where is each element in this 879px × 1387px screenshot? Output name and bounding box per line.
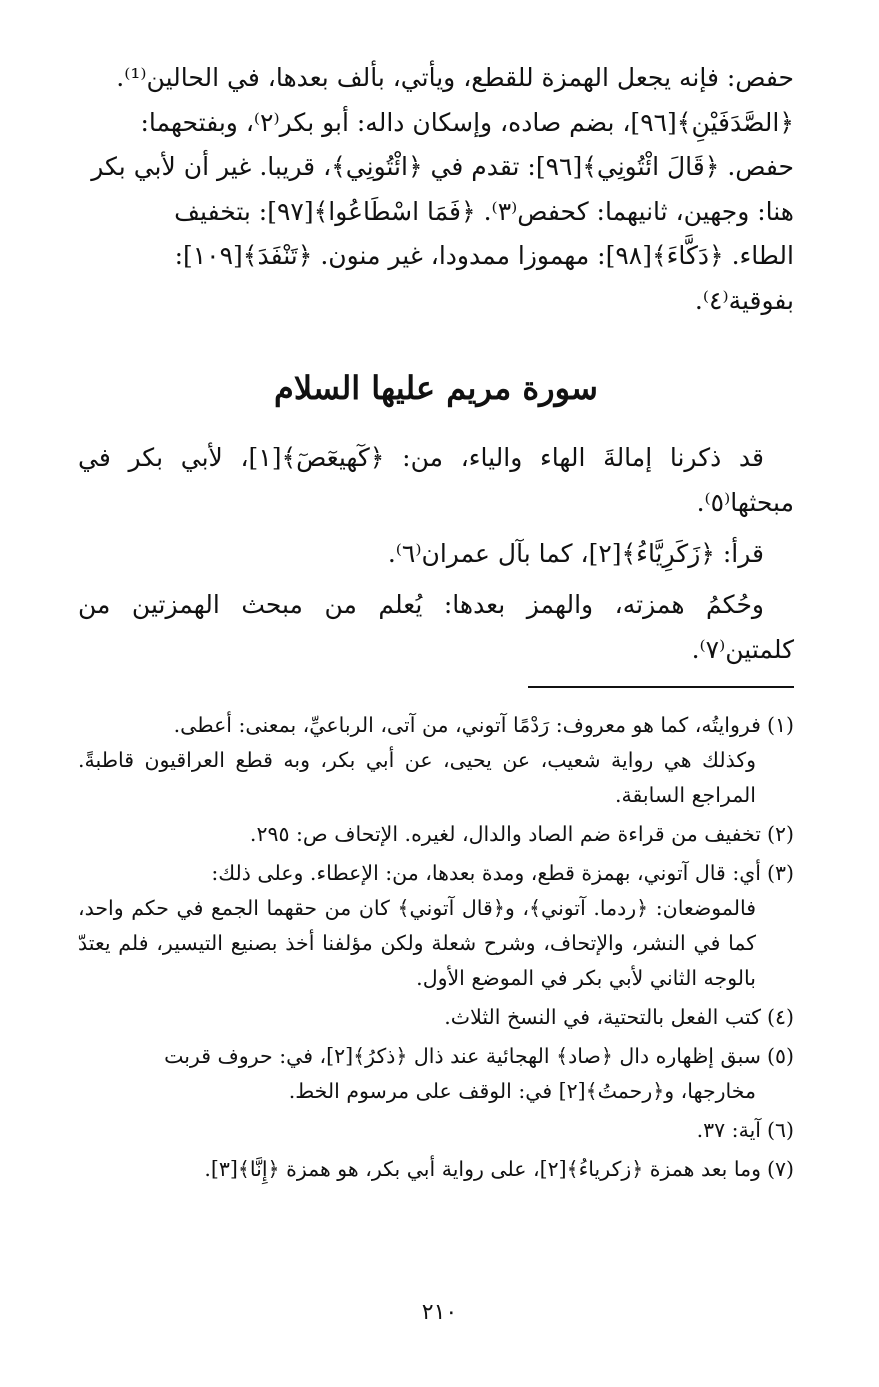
footnote-text: مخارجها، و﴿رحمتُ﴾[٢] في: الوقف على مرسوم الخط. [288,1079,756,1103]
footnote-6 [78,1113,794,1148]
page-content [78,56,794,1191]
main-line: الطاء. ﴿دَكَّاءَ﴾[٩٨]: مهموزا ممدودا، غير منون. ﴿تَنْفَدَ﴾[١٠٩]: [174,241,794,270]
footnote-number: (٦) [766,1118,794,1142]
footnote-text: سبق إظهاره دال ﴿صاد﴾ الهجائية عند ذال ﴿ذكرُ﴾[٢]، في: حروف قربت [164,1044,761,1068]
main-line: ﴿الصَّدَفَيْنِ﴾[٩٦]، بضم صاده، وإسكان داله: أبو بكر⁽٢⁾، وبفتحهما: [140,107,794,137]
main-line: هنا: وجهين، ثانيهما: كحفص⁽٣⁾. ﴿فَمَا اسْطَاعُوا﴾[٩٧]: بتخفيف [174,196,794,226]
surah-paragraph: قد ذكرنا إمالةَ الهاء والياء، من: ﴿كٓهيعٓصٓ﴾[١]، لأبي بكر في مبحثها⁽٥⁾. [78,443,794,517]
footnote-1 [78,708,794,813]
footnote-4 [78,1000,794,1035]
footnote-number: (٣) [766,861,794,885]
footnote-text: فروايتُه، كما هو معروف: رَدْمًا آتوني، من آتى، الرباعيِّ، بمعنى: أعطى. [173,713,761,737]
surah-title: سورة مريم عليها السلام [274,369,598,407]
footnotes [78,708,794,1187]
main-line: حفص: فإنه يجعل الهمزة للقطع، ويأتي، بألف بعدها، في الحالين⁽¹⁾. [116,63,794,92]
page-number: ٢١٠ [421,1300,458,1325]
footnote-number: (٥) [766,1044,794,1068]
surah-paragraph: وحُكمُ همزته، والهمز بعدها: يُعلم من مبحث الهمزتين من كلمتين⁽٧⁾. [78,590,794,664]
footnote-number: (٧) [766,1157,794,1181]
footnote-3 [78,856,794,996]
footnote-text: كتب الفعل بالتحتية، في النسخ الثلاث. [444,1005,761,1029]
main-line: حفص. ﴿قَالَ ائْتُونِي﴾[٩٦]: تقدم في ﴿ائْتُونِي﴾، قريبا. غير أن لأبي بكر [91,152,794,181]
footnote-text: آية: ٣٧. [696,1118,761,1142]
footnote-number: (١) [766,713,794,737]
footnote-text: أي: قال آتوني، بهمزة قطع، ومدة بعدها، من: الإعطاء. وعلى ذلك: [211,861,761,885]
footnote-text: فالموضعان: ﴿ردما. آتوني﴾، و﴿قال آتوني﴾ كان من حقهما الجمع في حكم واحد، كما في النشر، والإتحاف، وشرح شعلة ولكن مؤلفنا أخذ بصنيع التيسير، فلم يعتدّ بالوجه الثاني لأبي بكر في الموضع الأول. [78,896,756,990]
footnote-number: (٢) [766,822,794,846]
footnote-number: (٤) [766,1005,794,1029]
main-line: بفوقية⁽٤⁾. [694,285,794,315]
footnote-text: وما بعد همزة ﴿زكرياءُ﴾[٢]، على رواية أبي بكر، هو همزة ﴿إِنَّا﴾[٣]. [204,1157,761,1181]
footnote-divider [528,686,794,688]
surah-paragraph: قرأ: ﴿زَكَرِيَّاءُ﴾[٢]، كما بآل عمران⁽٦⁾. [387,539,764,568]
footnote-7 [78,1152,794,1187]
footnote-5 [78,1039,794,1109]
footnote-2 [78,817,794,852]
footnote-text: وكذلك هي رواية شعيب، عن يحيى، عن أبي بكر، وبه قطع العراقيون قاطبةً. المراجع السابقة. [78,748,756,807]
footnote-text: تخفيف من قراءة ضم الصاد والدال، لغيره. الإتحاف ص: ٢٩٥. [249,822,761,846]
surah-section [78,435,794,672]
main-text [78,56,794,323]
